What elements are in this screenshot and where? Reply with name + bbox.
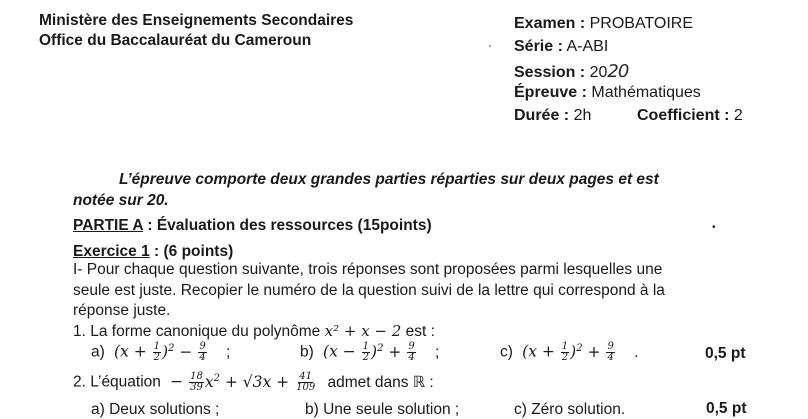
exam-line [514,15,693,33]
epreuve-value: Mathématiques [591,84,701,101]
q1-option-c-label: c) [500,343,513,361]
exercice-1-label: Exercice 1 [73,243,150,260]
epreuve-line [514,84,701,102]
duree-value: 2h [573,107,592,124]
question-2-text: 2. L’équation [73,373,161,391]
intro-line-2: notée sur 20. [73,192,169,209]
epreuve-label: Épreuve : [514,84,587,101]
intro-line-1: L’épreuve comporte deux grandes parties réparties sur deux pages et est [119,171,659,188]
question-1 [73,322,435,341]
instructions-line-1: I- Pour chaque question suivante, trois réponses sont proposées parmi lesquelles une [73,261,663,278]
question-1-polynomial: x² + x − 2 [324,322,402,340]
partie-a-heading [73,217,432,235]
session-handwritten: 20 [607,61,629,82]
duree-line [514,107,591,125]
coefficient-line [637,107,743,125]
duree-label: Durée : [514,107,570,124]
serie-label: Série : [514,38,563,55]
partie-a-title: : Évaluation des ressources (15points) [143,217,432,234]
question-2: 2. L’équation − $\frac{18}{39}$ $x^2 + √3x$ + $\frac{41}{109}$ admet dans ℝ : [73,371,434,393]
q2-option-a: a) Deux solutions ; [91,401,220,418]
q2-option-b: b) Une seule solution ; [305,401,460,418]
instructions-line-3: réponse juste. [73,302,171,319]
ministry-name: Ministère des Enseignements Secondaires [39,12,354,29]
q1-option-b: b) (x − $\frac{1}{2}$ )$^2$ + $\frac{9}{4}$ ; [300,341,440,363]
serie-value: A-ABI [566,38,609,55]
partie-a-label: PARTIE A [73,217,144,234]
q2-points: 0,5 pt [706,400,747,417]
q1-points: 0,5 pt [705,345,746,362]
question-2-suffix: admet dans ℝ : [327,373,434,391]
session-line [514,61,628,82]
q1-option-a: a) (x + $\frac{1}{2}$ )$^2$ − $\frac{9}{4}$ ; [91,341,231,363]
question-1-suffix: est : [405,323,435,340]
stray-mark: ' [489,44,491,55]
session-printed: 20 [589,64,608,81]
stray-dot: • [712,222,716,233]
serie-line [514,38,608,56]
q1-option-a-label: a) [91,343,105,361]
q2-option-c: c) Zéro solution. [514,401,626,418]
session-label: Session : [514,64,586,81]
office-name: Office du Baccalauréat du Cameroun [39,32,312,49]
coefficient-label: Coefficient : [637,107,730,124]
exam-label: Examen : [514,15,586,32]
q1-option-b-label: b) [300,343,314,361]
q1-option-c: c) (x + $\frac{1}{2}$ )$^2$ + $\frac{9}{4}$ . [500,341,639,363]
coefficient-value: 2 [733,107,743,124]
exercice-1-points: : (6 points) [149,243,234,260]
question-1-text: 1. La forme canonique du polynôme [73,323,321,340]
exam-value: PROBATOIRE [589,15,694,32]
exercice-1-heading [73,243,233,261]
instructions-line-2: seule est juste. Recopier le numéro de la question suivi de la lettre qui correspond à la [73,282,665,299]
